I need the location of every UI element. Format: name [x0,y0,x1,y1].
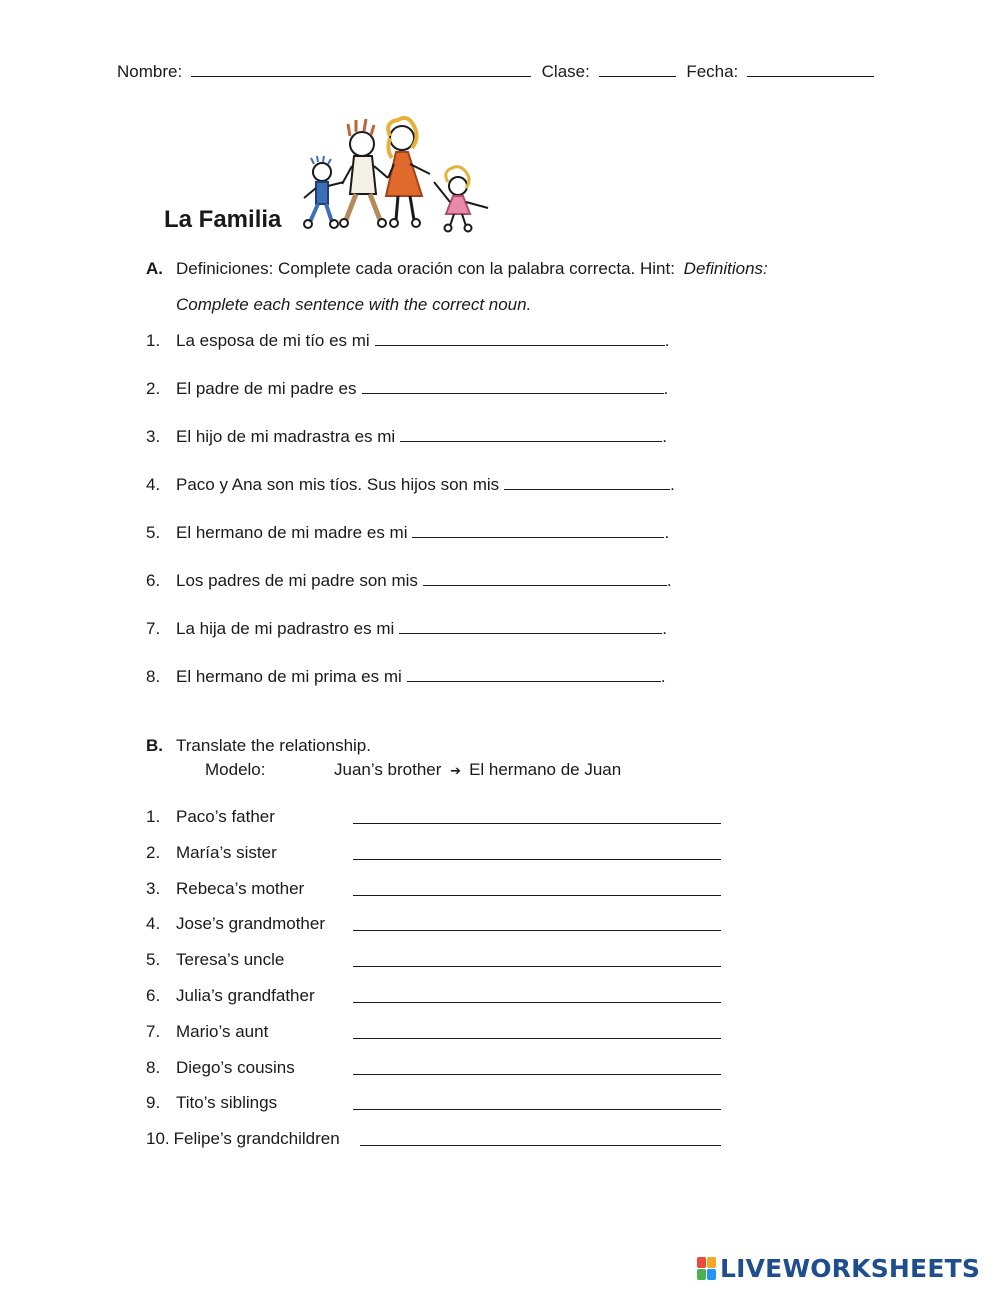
item-number: 3. [146,427,161,446]
section-a-item [146,377,668,400]
answer-field[interactable] [362,377,664,394]
period: . [664,331,670,350]
item-phrase: Julia’s grandfather [176,986,315,1005]
item-phrase: María’s sister [176,842,277,862]
answer-field[interactable] [423,569,667,586]
item-number: 6. [146,571,161,590]
section-a-item [146,665,666,688]
answer-field[interactable] [407,665,661,682]
answer-field[interactable] [504,473,670,490]
item-number: 9. [146,1093,161,1113]
item-sentence: La hija de mi padrastro es mi [176,619,395,638]
item-phrase: Teresa’s uncle [176,950,285,970]
answer-field[interactable] [399,617,662,634]
item-phrase: Mario’s aunt [176,1021,269,1041]
logo-block [697,1257,706,1268]
period: . [670,475,675,494]
item-number: 1. [146,331,161,350]
period: . [663,379,669,398]
item-number: 5. [146,950,161,970]
section-a-hint-line2: Complete each sentence with the correct noun. [176,295,532,314]
item-number: 6. [146,986,161,1005]
answer-field[interactable] [375,329,665,346]
mother-figure [386,118,430,227]
date-field[interactable] [747,60,874,77]
answer-field[interactable] [412,521,664,538]
answer-field[interactable] [353,823,721,824]
logo-block [697,1269,706,1280]
section-b-item [146,985,354,1007]
class-label: Clase: [541,62,590,81]
item-phrase: Tito’s siblings [176,1093,278,1113]
answer-field[interactable] [353,895,721,896]
answer-field[interactable] [353,1109,721,1110]
section-a-instruction: Definiciones: Complete cada oración con la palabra correcta. Hint: [176,259,675,278]
answer-field[interactable] [360,1145,721,1146]
answer-field[interactable] [353,930,721,931]
item-sentence: La esposa de mi tío es mi [176,331,370,350]
family-drawing-icon [298,116,498,234]
answer-field[interactable] [353,966,721,967]
section-a-letter: A. [146,259,163,278]
item-sentence: El padre de mi padre es [176,379,357,398]
name-field[interactable] [191,60,531,77]
logo-blocks-icon [697,1257,716,1280]
name-label: Nombre: [117,62,183,81]
arrow-right-icon: ➔ [450,764,462,779]
period: . [660,667,666,686]
section-a-item [146,521,669,544]
girl-figure [434,167,488,232]
item-sentence: Paco y Ana son mis tíos. Sus hijos son mis [176,475,500,494]
item-phrase: Rebeca’s mother [176,878,305,898]
item-number: 10. [146,1129,170,1149]
section-b-item [146,1128,340,1150]
item-sentence: El hermano de mi prima es mi [176,667,402,686]
section-b-heading [146,735,371,757]
item-phrase: Diego’s cousins [176,1057,295,1077]
model-label: Modelo: [205,760,266,779]
class-field[interactable] [599,60,676,77]
item-number: 2. [146,379,161,398]
section-b-letter: B. [146,736,163,755]
item-number: 8. [146,1057,161,1077]
section-b-item [146,949,354,971]
item-number: 2. [146,842,161,862]
boy-figure [304,156,344,228]
item-number: 3. [146,878,161,898]
item-number: 4. [146,914,161,934]
section-a-item [146,617,667,640]
model-english: Juan’s brother [334,760,442,779]
page-title: La Familia [164,206,282,233]
period: . [664,523,670,542]
answer-field[interactable] [353,1002,721,1003]
logo-block [707,1257,716,1268]
item-phrase: Felipe’s grandchildren [173,1129,340,1149]
section-b-instruction: Translate the relationship. [176,736,371,755]
section-b-item [146,1092,354,1114]
item-number: 7. [146,619,161,638]
item-number: 8. [146,667,161,686]
item-number: 5. [146,523,161,542]
father-figure [340,119,388,227]
answer-field[interactable] [400,425,662,442]
answer-field[interactable] [353,859,721,860]
item-number: 4. [146,475,161,494]
section-a-item [146,473,675,496]
logo-block [707,1269,716,1280]
section-b-item [146,842,354,864]
item-number: 1. [146,807,161,826]
answer-field[interactable] [353,1074,721,1075]
section-a-heading [146,258,768,280]
logo-text: LIVEWORKSHEETS [720,1254,981,1283]
item-phrase: Jose’s grandmother [176,914,325,934]
period: . [662,619,668,638]
section-a-item [146,425,667,448]
liveworksheets-logo[interactable] [697,1254,980,1283]
section-b-item [146,1057,354,1079]
item-sentence: El hermano de mi madre es mi [176,523,408,542]
item-phrase: Paco’s father [176,807,275,826]
item-number: 7. [146,1021,161,1041]
answer-field[interactable] [353,1038,721,1039]
item-sentence: Los padres de mi padre son mis [176,571,418,590]
item-sentence: El hijo de mi madrastra es mi [176,427,396,446]
date-label: Fecha: [686,62,739,81]
section-a-hint: Definitions: [683,259,768,278]
section-b-item [146,913,354,935]
model-example [205,759,621,783]
section-b-item [146,806,354,828]
header-line [117,60,874,83]
model-spanish: El hermano de Juan [469,760,622,779]
period: . [662,427,667,446]
period: . [666,571,672,590]
section-a-item [146,329,669,352]
section-b-item [146,878,354,900]
section-b-item [146,1021,354,1043]
section-a-item [146,569,672,592]
